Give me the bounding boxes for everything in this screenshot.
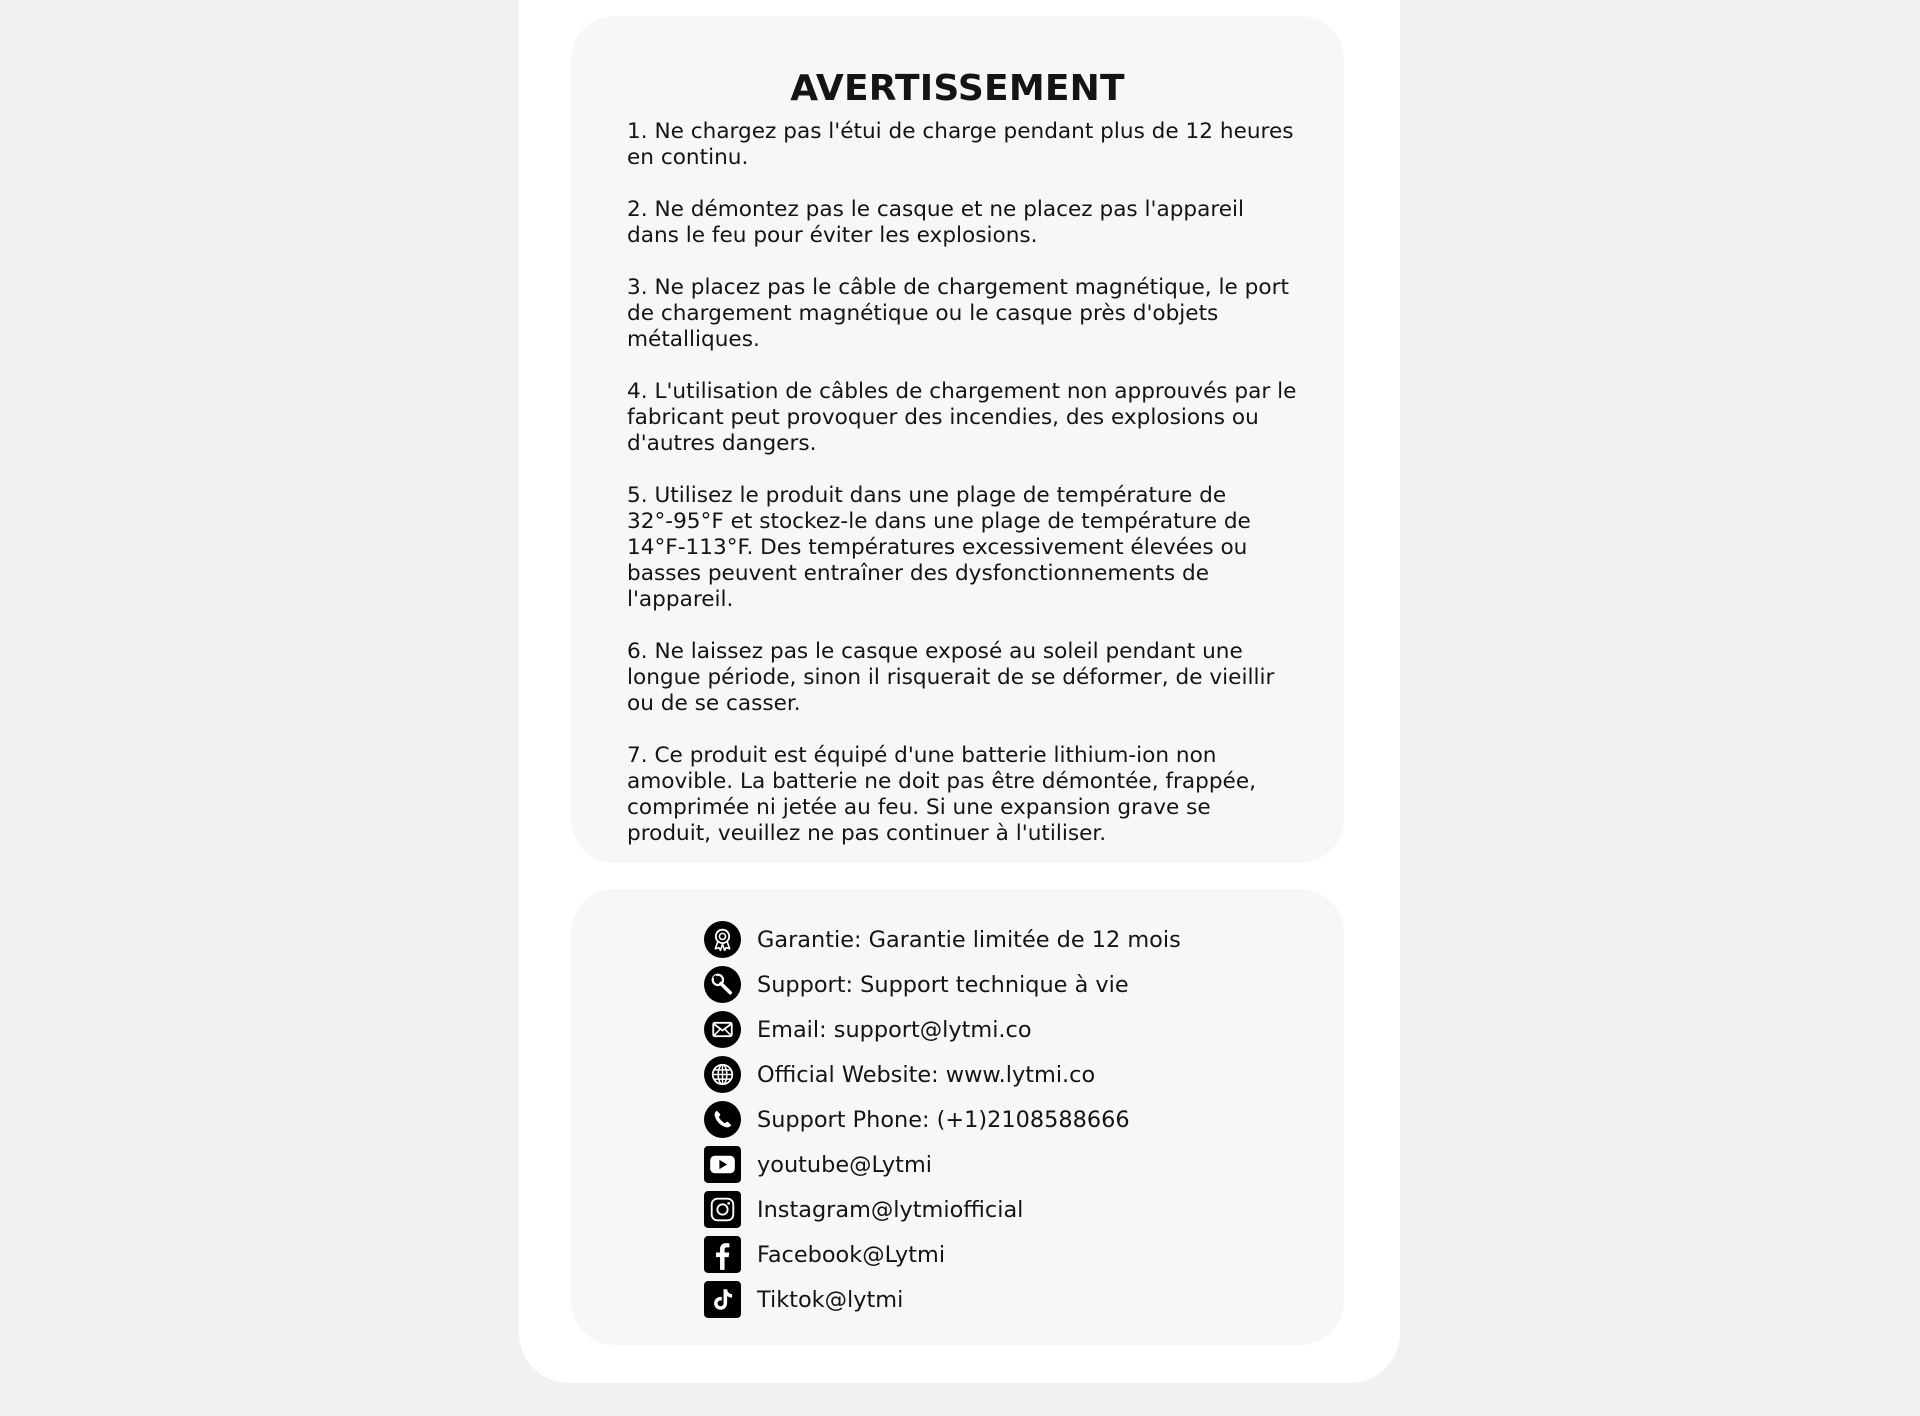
contact-label: Support: Support technique à vie	[757, 971, 1129, 998]
contact-label: Garantie: Garantie limitée de 12 mois	[757, 926, 1181, 953]
contact-item-youtube	[704, 1142, 1181, 1187]
warning-item: 7. Ce produit est équipé d'une batterie lithium-ion non amovible. La batterie ne doit pas être démontée, frappée, comprimée ni jetée au feu. Si une expansion grave se produit, veuillez ne pas continuer à l'utiliser.	[627, 743, 1256, 846]
phone-icon	[704, 1101, 741, 1138]
facebook-icon	[704, 1236, 741, 1273]
contact-label: Tiktok@lytmi	[757, 1286, 904, 1313]
warning-item: 2. Ne démontez pas le casque et ne placez pas l'appareil dans le feu pour éviter les explosions.	[627, 197, 1245, 248]
warning-list	[627, 119, 1297, 873]
warning-title: AVERTISSEMENT	[790, 68, 1125, 109]
contact-card	[571, 889, 1344, 1345]
warning-item: 3. Ne placez pas le câble de chargement magnétique, le port de chargement magnétique ou le casque près d'objets métalliques.	[627, 275, 1289, 352]
tiktok-icon	[704, 1281, 741, 1318]
contact-item-tiktok	[704, 1277, 1181, 1322]
warranty-award-icon	[704, 921, 741, 958]
warning-item: 6. Ne laissez pas le casque exposé au soleil pendant une longue période, sinon il risquerait de se déformer, de vieillir ou de se casser.	[627, 639, 1275, 716]
warning-item: 4. L'utilisation de câbles de chargement non approuvés par le fabricant peut provoquer des incendies, des explosions ou d'autres dangers.	[627, 379, 1297, 456]
contact-label: Support Phone: (+1)2108588666	[757, 1106, 1130, 1133]
contact-item-facebook	[704, 1232, 1181, 1277]
warning-item: 5. Utilisez le produit dans une plage de température de 32°-95°F et stockez-le dans une plage de température de 14°F-113°F. Des températures excessivement élevées ou basses peuvent entraîner des dysfonctionnements de l'appareil.	[627, 483, 1251, 612]
youtube-icon	[704, 1146, 741, 1183]
instagram-icon	[704, 1191, 741, 1228]
contact-label: Email: support@lytmi.co	[757, 1016, 1032, 1043]
contact-label: Instagram@lytmiofficial	[757, 1196, 1024, 1223]
warning-card	[571, 16, 1344, 863]
contact-label: Facebook@Lytmi	[757, 1241, 946, 1268]
contact-item-website	[704, 1052, 1181, 1097]
contact-list	[704, 917, 1181, 1322]
contact-item-support	[704, 962, 1181, 1007]
warning-item: 1. Ne chargez pas l'étui de charge pendant plus de 12 heures en continu.	[627, 119, 1294, 170]
wrench-icon	[704, 966, 741, 1003]
contact-item-instagram	[704, 1187, 1181, 1232]
contact-label: youtube@Lytmi	[757, 1151, 932, 1178]
globe-icon	[704, 1056, 741, 1093]
contact-item-email	[704, 1007, 1181, 1052]
document-page	[519, 0, 1400, 1383]
envelope-icon	[704, 1011, 741, 1048]
contact-label: Official Website: www.lytmi.co	[757, 1061, 1096, 1088]
contact-item-phone	[704, 1097, 1181, 1142]
contact-item-warranty	[704, 917, 1181, 962]
